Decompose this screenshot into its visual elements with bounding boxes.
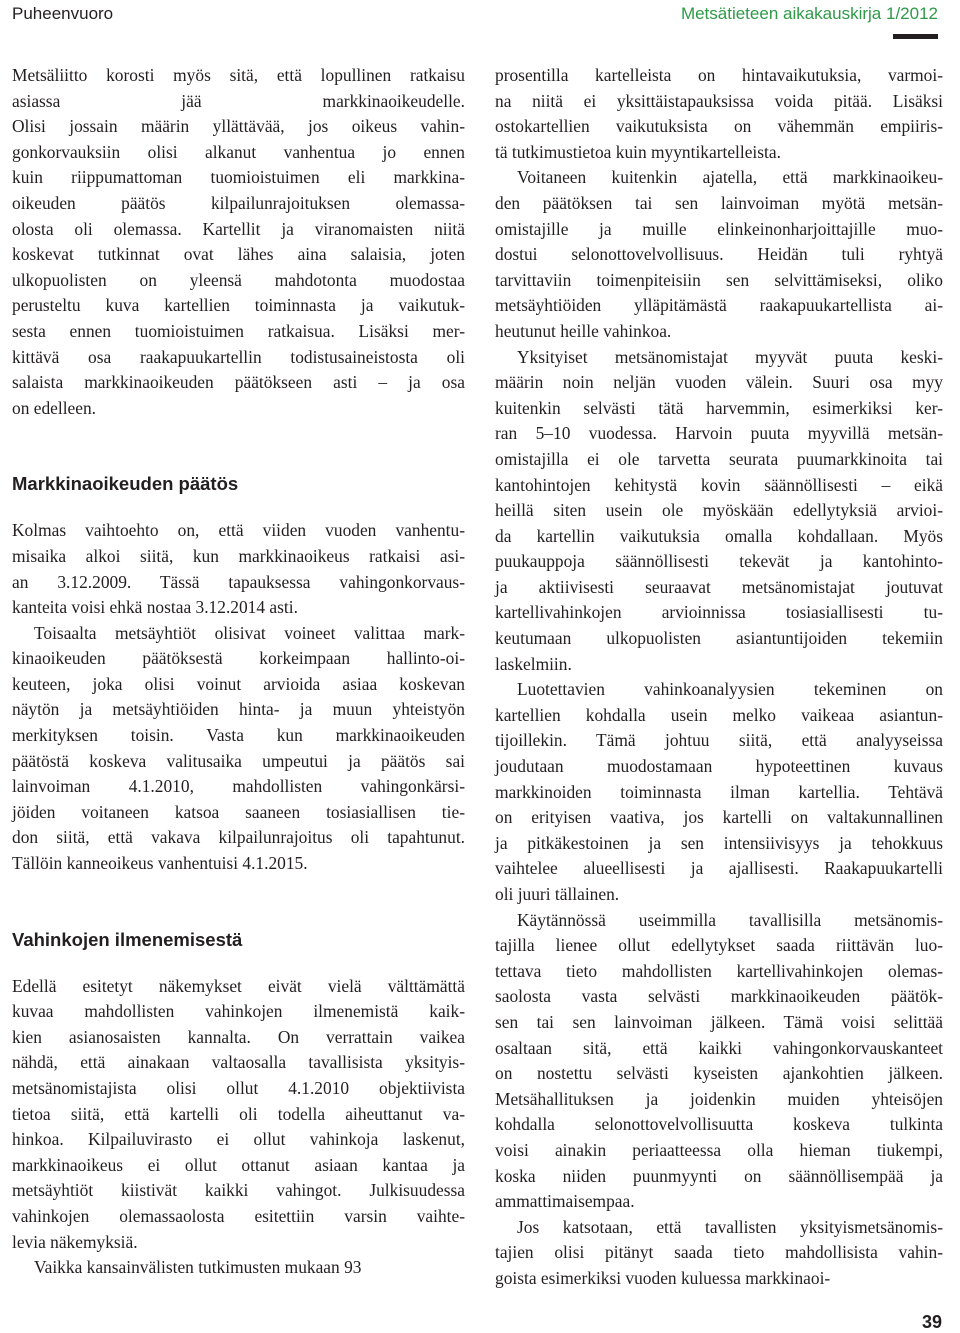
text-line: heutunut heille vahinkoa. xyxy=(495,320,672,341)
text-line: näytön ja metsäyhtiöiden hinta- ja muun yhteistyön xyxy=(12,699,465,720)
text-line: oikeuden päätös kilpailunrajoituksen olemassa- xyxy=(12,192,465,213)
text-line: gonkorvauksiin olisi alkanut vanhentua jo ennen xyxy=(12,141,465,162)
header-rule xyxy=(893,34,938,39)
left-column xyxy=(12,63,465,1281)
text-line: salaista markkinaoikeuden päätökseen asti – ja osa xyxy=(12,372,465,393)
text-line: markkinoiden toiminnasta ilman kartellia. Tehtävä xyxy=(495,781,943,802)
section-heading: Markkinaoikeuden päätös xyxy=(12,473,239,495)
text-line: dostui selonottovelvollisuus. Heidän tuli ryhtyä xyxy=(495,244,943,265)
text-line: määrin noin neljän vuoden välein. Suuri osa myy xyxy=(495,372,943,393)
text-line: joudutaan muodostamaan hypoteettinen kuvaus xyxy=(495,756,943,777)
text-line: perusteltu kuva kartellien toiminnasta ja vaikutuk- xyxy=(12,295,465,316)
text-line: tarvittaviin toimenpiteisiin sen selvittämiseksi, oliko xyxy=(495,269,943,290)
paragraph xyxy=(12,518,465,620)
text-line: sen tai sen lainvoiman jälkeen. Tämä voisi selittää xyxy=(495,1011,943,1032)
text-line: on nostettu selvästi kyseisten ajankohtien jälkeen. xyxy=(495,1063,943,1084)
text-line: nähdä, että ainakaan valtaosalla tavallisista yksityis- xyxy=(12,1052,465,1073)
journal-title xyxy=(681,4,938,24)
text-line: Edellä esitetyt näkemykset eivät vielä välttämättä xyxy=(12,975,465,996)
paragraph xyxy=(495,908,943,1215)
text-line: kien asianosaisten kannalta. On verrattain vaikea xyxy=(12,1026,465,1047)
text-line: tajien olisi pitänyt saada tieto mahdollisista vahin- xyxy=(495,1242,943,1263)
text-line: omistajilla ei ole tarvetta seurata puumarkkinoita tai xyxy=(495,448,943,469)
text-line: puukauppoja säännöllisesti tekevät ja kantohinto- xyxy=(495,551,943,572)
journal-name: Metsätieteen aikakauskirja xyxy=(680,4,882,23)
text-line: levia näkemyksiä. xyxy=(12,1231,138,1252)
text-line: keuteen, joka olisi voinut arvioida asiaa koskevan xyxy=(12,673,465,694)
text-line: tietoa siitä, että kartelli oli todella aiheuttanut va- xyxy=(12,1103,465,1124)
paragraph xyxy=(495,677,943,907)
text-line: olosta oli olemassa. Kartellit ja viranomaisten niitä xyxy=(12,218,465,239)
text-line: vahinkojen olemassaolosta esitettiin varsin vaihte- xyxy=(12,1205,465,1226)
text-line: prosentilla kartelleista on hintavaikutuksia, varmoi- xyxy=(495,65,943,85)
text-line: kuvaa mahdollisten vahinkojen ilmenemistä kaik- xyxy=(12,1001,465,1022)
text-line: sesta ennen tuomioistuimen ratkaisua. Lisäksi mer- xyxy=(12,320,465,341)
text-line: kuitenkin selvästi tätä harvemmin, esimerkiksi ker- xyxy=(495,397,943,418)
text-line: ostokartellien vaikutuksista on vähemmän empiiris- xyxy=(495,116,943,137)
text-line: kanteita voisi ehkä nostaa 3.12.2014 asti. xyxy=(12,597,298,618)
text-line: kinaoikeuden päätöksestä korkeimpaan hallinto-oi- xyxy=(12,648,465,669)
text-line: Jos katsotaan, että tavallisten yksityismetsänomis- xyxy=(517,1216,943,1237)
journal-issue: 1/2012 xyxy=(886,4,938,23)
text-line: Yksityiset metsänomistajat myyvät puuta keski- xyxy=(517,346,943,367)
text-line: Metsäliitto korosti myös sitä, että lopullinen ratkaisu xyxy=(12,65,465,85)
text-line: laskelmiin. xyxy=(495,653,572,674)
text-line: koskevat tutkinnat ovat lähes aina salaisia, joten xyxy=(12,244,465,265)
paragraph xyxy=(12,1255,465,1281)
text-line: Tällöin kanneoikeus vanhentuisi 4.1.2015. xyxy=(12,853,308,874)
text-line: Olisi jossain määrin yllättävää, jos oikeus vahin- xyxy=(12,116,465,137)
text-line: ulkopuolisten on yleensä mahdotonta muodostaa xyxy=(12,269,465,290)
paragraph xyxy=(12,974,465,1256)
paragraph xyxy=(12,621,465,877)
text-line: na niitä ei yksittäistapauksissa voida pitää. Lisäksi xyxy=(495,90,943,111)
text-line: Voitaneen kuitenkin ajatella, että markkinaoikeu- xyxy=(517,167,943,188)
text-line: markkinaoikeus ei ollut ottanut asiaan kantaa ja xyxy=(12,1154,465,1175)
paragraph xyxy=(495,345,943,678)
text-line: kartellien kohdalla usein melko vaikeaa asiantun- xyxy=(495,704,943,725)
text-line: oli juuri tällainen. xyxy=(495,884,620,904)
text-line: ran 5–10 vuodessa. Harvoin puuta myyvillä metsän- xyxy=(495,423,943,444)
text-line: an 3.12.2009. Tässä tapauksessa vahingonkorvaus- xyxy=(12,571,465,592)
page-number: 39 xyxy=(921,1312,942,1332)
text-line: misaika alkoi siitä, kun markkinaoikeus ratkaisi asi- xyxy=(12,545,465,566)
text-line: ja aktiivisesti seuraavat metsänomistajat joutuvat xyxy=(495,576,943,597)
text-line: tajilla lienee ollut edellytykset saada riittävän luo- xyxy=(495,935,943,956)
text-line: ja pitkäkestoinen ja sen intensiivisyys ja tehokkuus xyxy=(495,832,943,853)
text-line: ammattimaisempaa. xyxy=(495,1191,635,1212)
text-line: asiassa jää markkinaoikeudelle. xyxy=(12,90,465,111)
text-line: omistajille ja muille elinkeinonharjoittajille muo- xyxy=(495,218,943,239)
text-line: metsänomistajista olisi ollut 4.1.2010 objektiivista xyxy=(12,1078,465,1098)
text-line: voisi ainakin periaatteessa olla hieman tiukempi, xyxy=(495,1139,943,1160)
text-line: da kartellin vaikutuksia omalla kohdallaan. Myös xyxy=(495,525,943,546)
text-line: kohdalla selonottovelvollisuutta koskeva tulkinta xyxy=(495,1114,943,1135)
text-line: on edelleen. xyxy=(12,397,97,418)
text-line: metsäyhtiöt kiistivät kaikki vahingot. Julkisuudessa xyxy=(12,1180,465,1201)
text-line: saolosta vasta selvästi markkinaoikeuden päätök- xyxy=(495,986,943,1007)
paragraph xyxy=(12,63,465,421)
text-line: hinkoa. Kilpailuvirasto ei ollut vahinkoja laskenut, xyxy=(12,1129,465,1150)
text-line: kantohintojen kehitystä kovin säännöllisesti – eikä xyxy=(495,474,943,495)
text-line: keutumaan ulkopuolisten asiantuntijoiden tekemiin xyxy=(495,628,943,649)
text-line: päätöstä koskeva valitusaika umpeutui ja päätös sai xyxy=(12,750,465,771)
right-column xyxy=(495,63,943,1292)
text-line: don siitä, että vakava kilpailunrajoitus oli tapahtunut. xyxy=(12,827,465,848)
text-line: Metsähallituksen ja joidenkin muiden yhteisöjen xyxy=(495,1088,943,1109)
text-line: jöiden voitaneen katsoa saaneen tosiasiallisen tie- xyxy=(12,801,465,822)
text-line: tettava tieto mahdollisten kartellivahinkojen olemas- xyxy=(495,960,943,981)
text-line: kartellivahinkojen arvioinnissa tosiasiallisesti tu- xyxy=(495,602,943,623)
text-line: merkityksen toisin. Vasta kun markkinaoikeuden xyxy=(12,725,465,746)
text-line: metsäyhtiöiden ylläpitämästä raakapuukartellista ai- xyxy=(495,295,943,316)
text-line: osaltaan sitä, että kaikki vahingonkorvauskanteet xyxy=(495,1037,943,1058)
text-line: goista esimerkiksi vuoden kuluessa markkinaoi- xyxy=(495,1267,831,1288)
text-line: koska niiden puunmyynti on säännöllisempää ja xyxy=(495,1165,943,1186)
text-line: Luotettavien vahinkoanalyysien tekeminen on xyxy=(517,679,943,700)
paragraph xyxy=(495,1215,943,1292)
paragraph xyxy=(495,63,943,165)
text-line: heillä siten usein ole myöskään edellytyksiä arvioi- xyxy=(495,500,943,521)
section-heading: Vahinkojen ilmenemisestä xyxy=(12,928,243,950)
text-line: Käytännössä useimmilla tavallisilla metsänomis- xyxy=(517,909,943,930)
text-line: vaihtelee alueellisesti ja ajallisesti. Raakapuukartelli xyxy=(495,858,943,879)
text-line: den päätöksen tai sen lainvoiman myötä metsän- xyxy=(495,192,943,213)
paragraph xyxy=(495,165,943,344)
text-line: Vaikka kansainvälisten tutkimusten mukaan 93 xyxy=(34,1257,362,1278)
text-line: Toisaalta metsäyhtiöt olisivat voineet valittaa mark- xyxy=(34,622,465,643)
text-line: kuin riippumattoman tuomioistuimen eli markkina- xyxy=(12,167,465,188)
section-label: Puheenvuoro xyxy=(12,4,114,23)
text-line: on erityisen vaativa, jos kartelli on valtakunnallinen xyxy=(495,807,943,828)
text-line: tä tutkimustietoa kuin myyntikartelleista. xyxy=(495,141,781,162)
text-line: tijoillekin. Tämä johtuu siitä, että analyyseissa xyxy=(495,730,943,751)
text-line: Kolmas vaihtoehto on, että viiden vuoden vanhentu- xyxy=(12,520,465,541)
text-line: lainvoiman 4.1.2010, mahdollisten vahingonkärsi- xyxy=(12,776,465,797)
text-line: kittävä osa raakapuukartellin todistusaineistosta oli xyxy=(12,346,465,367)
